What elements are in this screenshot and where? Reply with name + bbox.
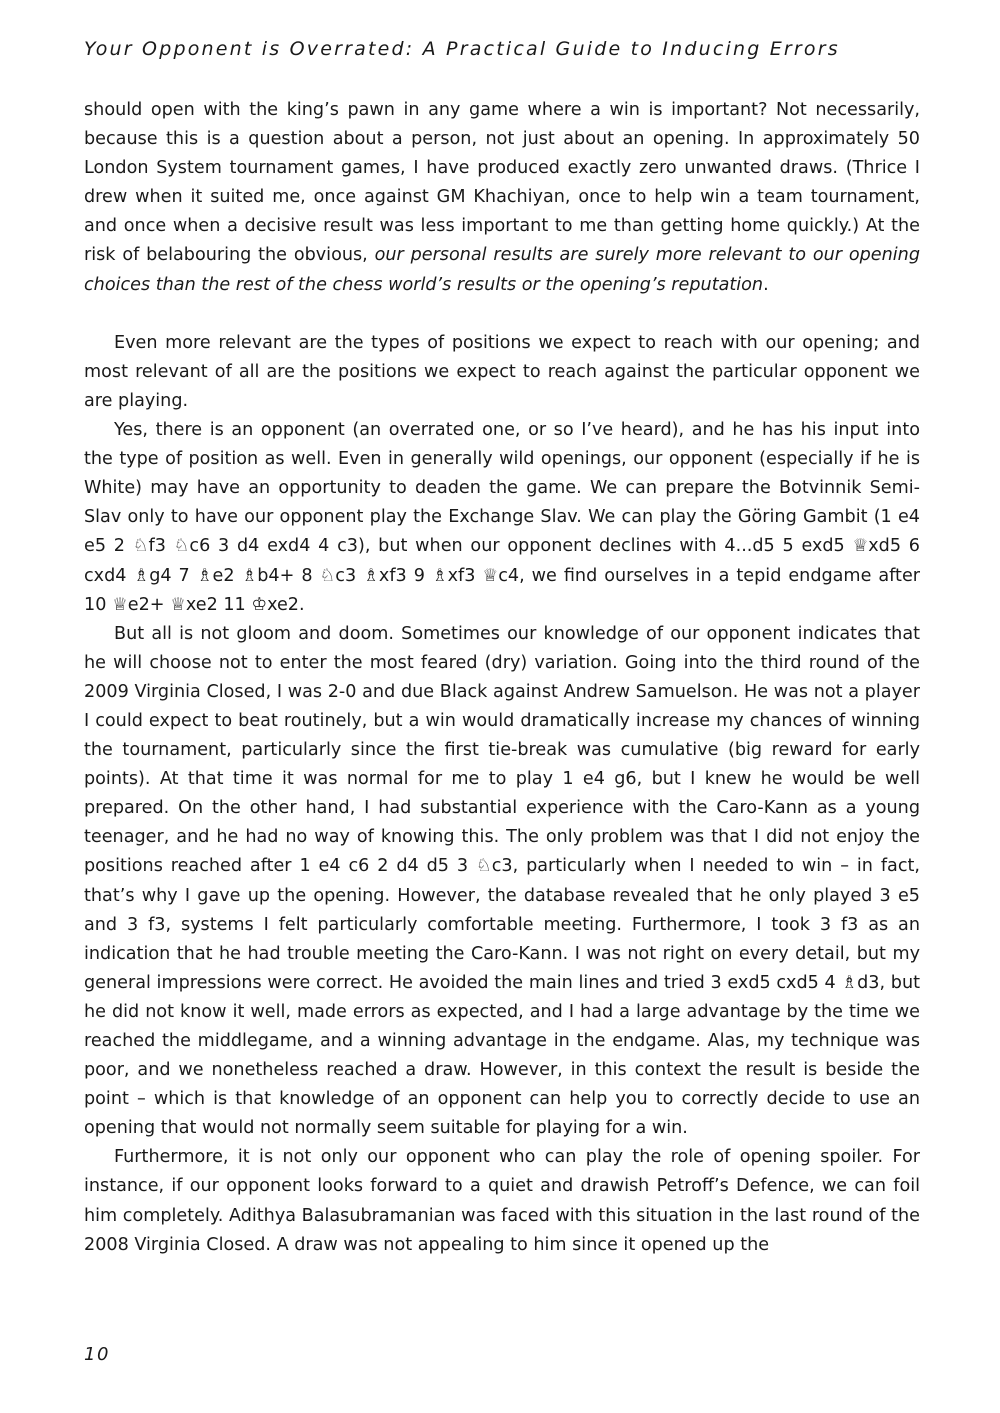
paragraph-3: Yes, there is an opponent (an overrated one, or so I’ve heard), and he has his input into the type of position as well. Even in generally wild openings, our opponent (especially if he is White) may have an opportunity to deaden the game. We can prepare the Botvinnik Semi-Slav only to have our opponent play the Exchange Slav. We can play the Göring Gambit (1 e4 e5 2 ♘f3 ♘c6 3 d4 exd4 4 c3), but when our opponent declines with 4...d5 5 exd5 ♕xd5 6 cxd4 ♗g4 7 ♗e2 ♗b4+ 8 ♘c3 ♗xf3 9 ♗xf3 ♕c4, we find ourselves in a tepid endgame after 10 ♕e2+ ♕xe2 11 ♔xe2.: [84, 420, 920, 615]
paragraph-2: Even more relevant are the types of positions we expect to reach with our opening; and most relevant of all are the positions we expect to reach against the particular opponent we are playing.: [84, 332, 920, 411]
paragraph-1-italic: our personal results are surely more relevant to our opening choices than the rest of the chess world’s results or the opening’s reputation: [84, 245, 920, 295]
running-head: Your Opponent is Overrated: A Practical Guide to Inducing Errors: [84, 38, 840, 60]
paragraph-5: Furthermore, it is not only our opponent who can play the role of opening spoiler. For instance, if our opponent looks forward to a quiet and drawish Petroff’s Defence, we can foil him completely. Adithya Balasubramanian was faced with this situation in the last round of the 2008 Virginia Closed. A draw was not appealing to him since it opened up the: [84, 1147, 920, 1255]
paragraph-1-end: .: [763, 274, 769, 295]
paragraph-4: But all is not gloom and doom. Sometimes our knowledge of our opponent indicates that he will choose not to enter the most feared (dry) variation. Going into the third round of the 2009 Virginia Closed, I was 2-0 and due Black against Andrew Samuelson. He was not a player I could expect to beat routinely, but a win would dramatically increase my chances of winning the tournament, particularly since the first tie-break was cumulative (big reward for early points). At that time it was normal for me to play 1 e4 g6, but I knew he would be well prepared. On the other hand, I had substantial experience with the Caro-Kann as a young teenager, and he had no way of knowing this. The only problem was that I did not enjoy the positions reached after 1 e4 c6 2 d4 d5 3 ♘c3, particularly when I needed to win – in fact, that’s why I gave up the opening. However, the database revealed that he only played 3 e5 and 3 f3, systems I felt particularly comfortable meeting. Furthermore, I took 3 f3 as an indication that he had trouble meeting the Caro-Kann. I was not right on every detail, but my general impressions were correct. He avoided the main lines and tried 3 exd5 cxd5 4 ♗d3, but he did not know it well, made errors as expected, and I had a large advantage by the time we reached the middlegame, and a winning advantage in the endgame. Alas, my technique was poor, and we nonetheless reached a draw. However, in this context the result is beside the point – which is that knowledge of an opponent can help you to correctly decide to use an opening that would not normally seem suitable for playing for a win.: [84, 623, 920, 1139]
page-number: 10: [84, 1344, 110, 1365]
body-text: [84, 96, 920, 1260]
paragraph-1: [84, 96, 920, 300]
paragraph-1-text: should open with the king’s pawn in any game where a win is important? Not necessarily, because this is a question about a person, not just about an opening. In approximately 50 London System tournament games, I have produced exactly zero unwanted draws. (Thrice I drew when it suited me, once against GM Khachiyan, once to help win a team tournament, and once when a decisive result was less important to me than getting home quickly.) At the risk of belabouring the obvious,: [84, 100, 920, 266]
